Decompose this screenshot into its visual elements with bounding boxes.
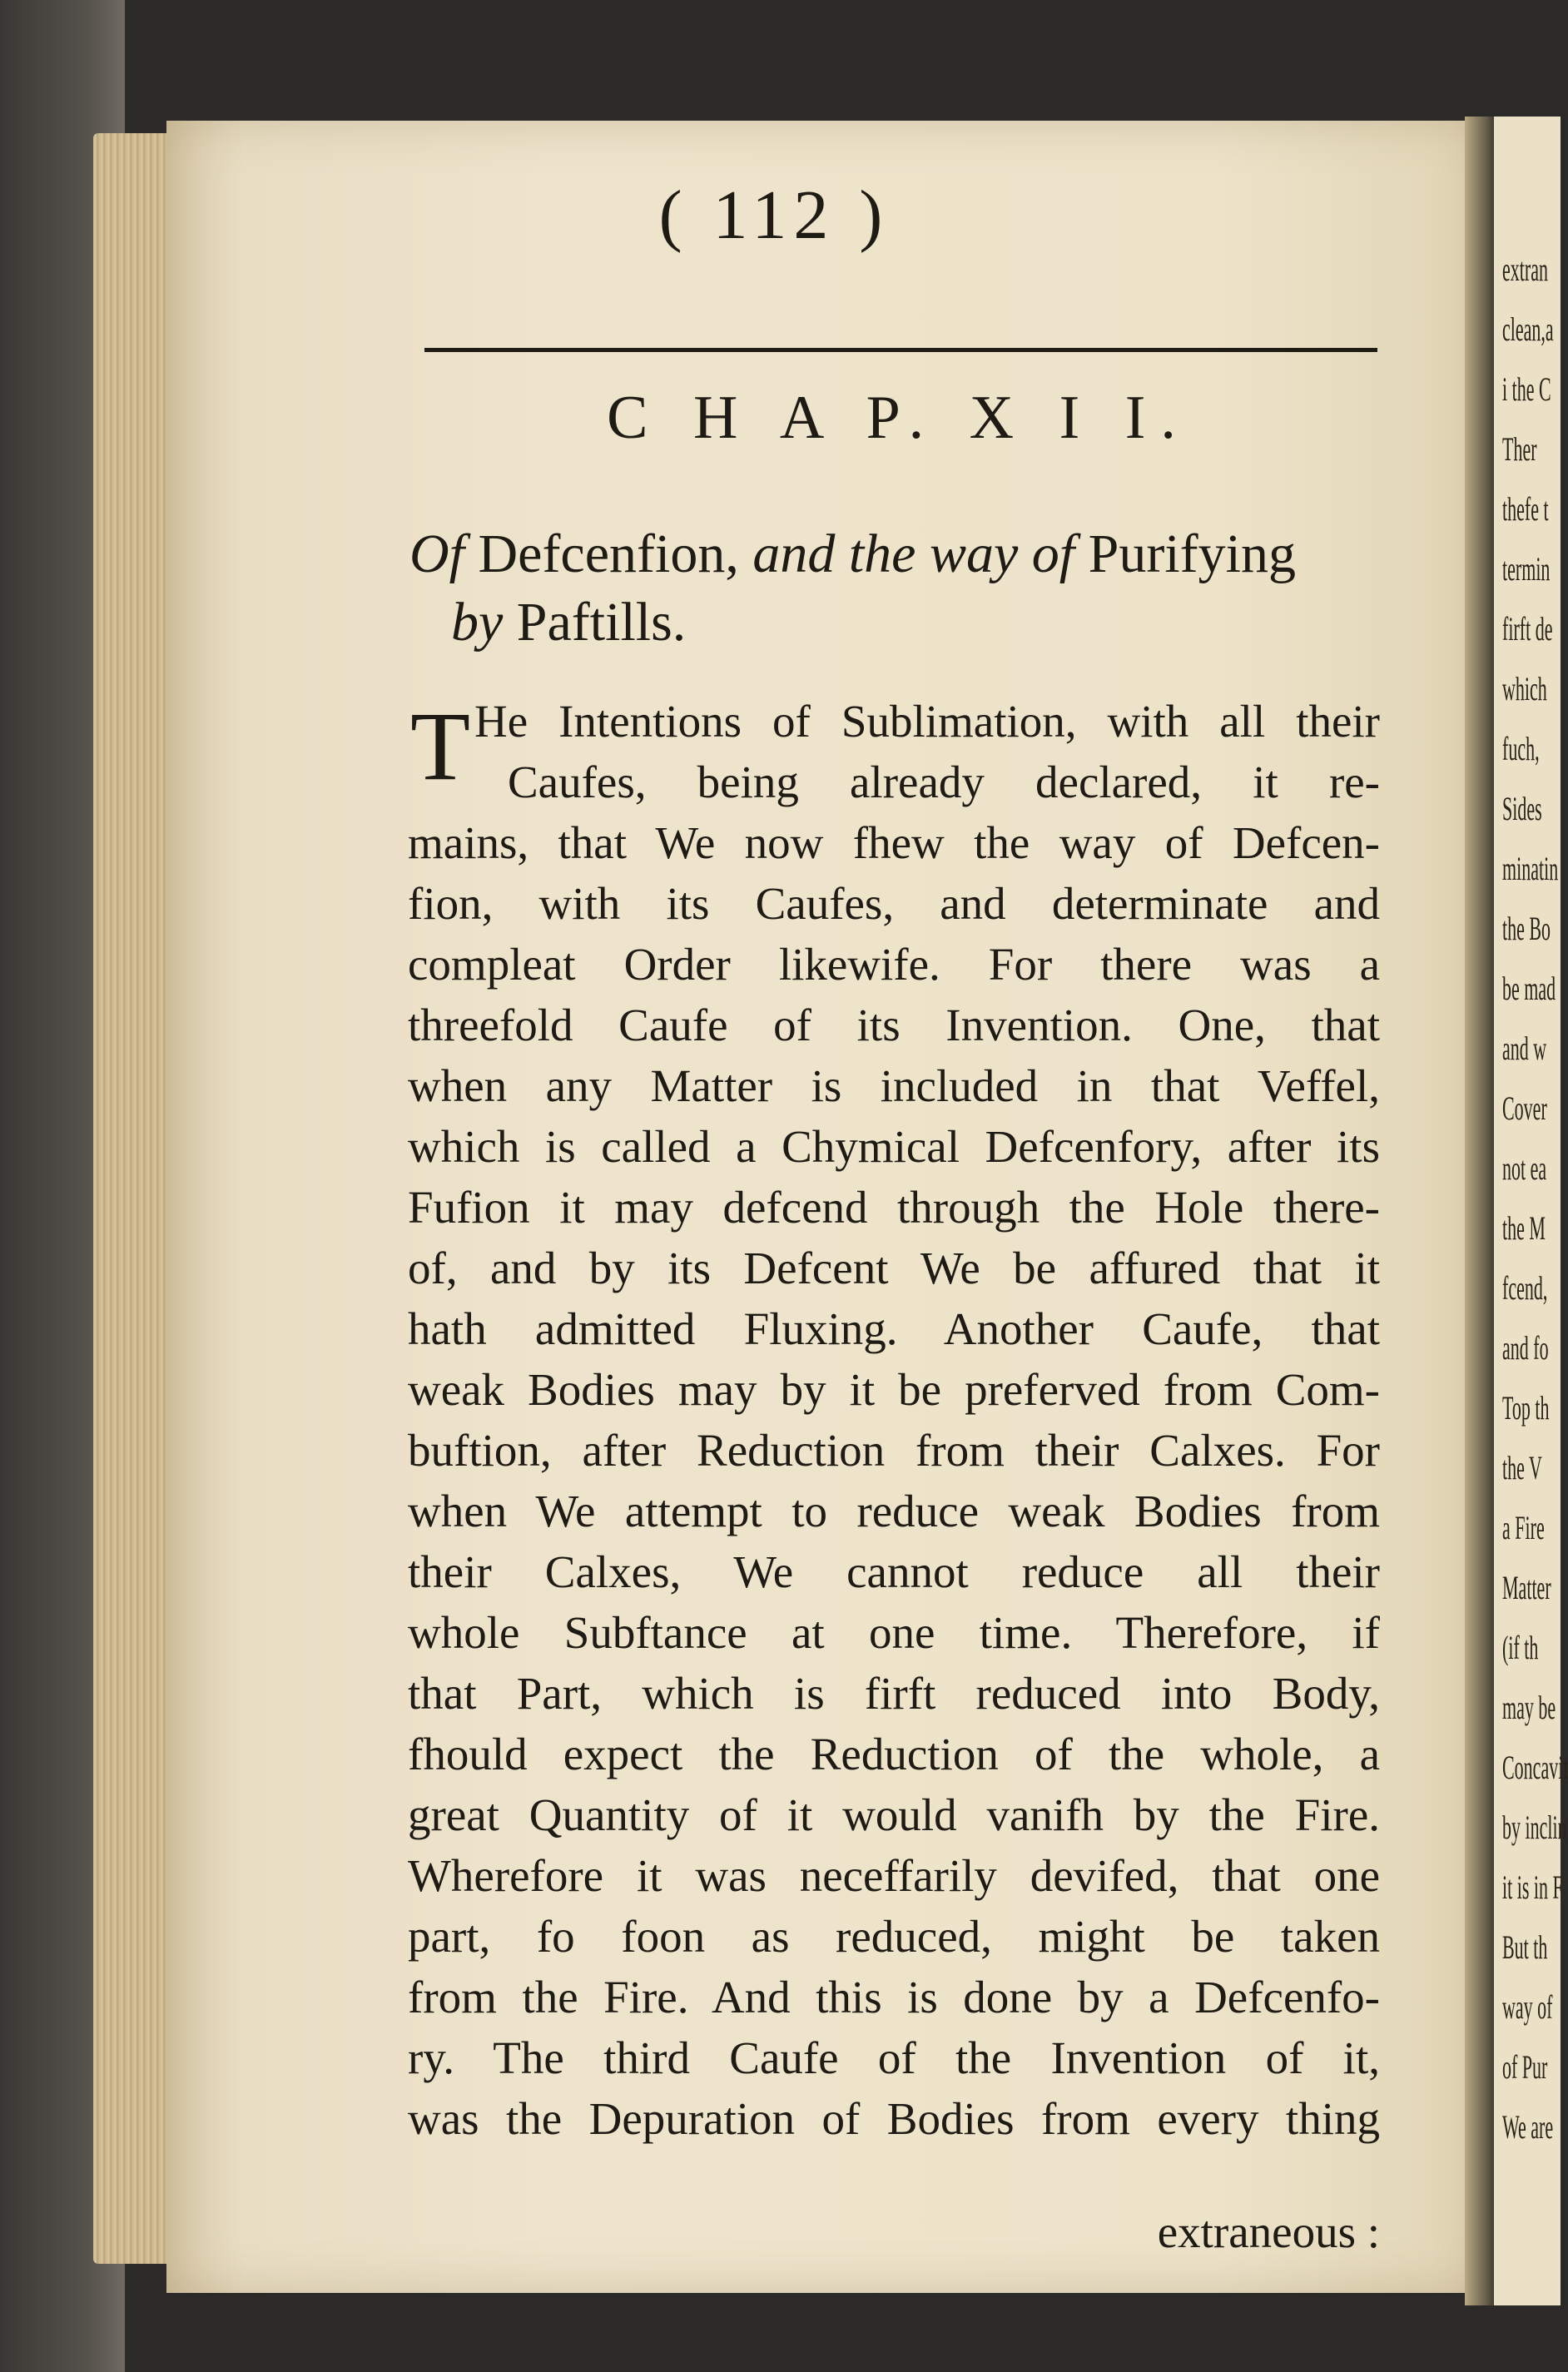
facing-page-fragment: termin [1502, 550, 1551, 588]
subtitle-line-1-part: and the way of [752, 524, 1075, 584]
header-rule [424, 348, 1377, 352]
facing-page-fragment: fuch, [1502, 730, 1540, 767]
text-line: whole Subftance at one time. Therefore, if [408, 1607, 1380, 1658]
facing-page-fragment: a Fire [1502, 1509, 1545, 1546]
facing-page-fragment: firft de [1502, 610, 1553, 648]
facing-page-fragment: of Pur [1502, 2048, 1548, 2086]
facing-page-fragment: i the C [1502, 370, 1551, 408]
body-text [408, 691, 1380, 2149]
text-line: was the Depuration of Bodies from every thing [408, 2093, 1380, 2144]
facing-page-fragment: We are [1502, 2108, 1554, 2146]
facing-page-fragment: But th [1502, 1928, 1548, 1966]
facing-page [1494, 117, 1568, 2305]
text-line: part, fo foon as reduced, might be taken [408, 1911, 1380, 1962]
facing-page-fragment: fcend, [1502, 1269, 1548, 1307]
chapter-subtitle [409, 520, 1408, 657]
facing-page-fragment: Matter [1502, 1569, 1551, 1606]
subtitle-line-2-part: Paftills. [503, 592, 687, 653]
facing-page-fragment: Cover [1502, 1089, 1547, 1127]
text-line: which is called a Chymical Defcenfory, after its [408, 1121, 1380, 1172]
subtitle-line-2-part: by [451, 592, 504, 653]
catchword: extraneous : [1157, 2206, 1380, 2257]
facing-page-fragment: the V [1502, 1449, 1542, 1486]
text-line: weak Bodies may by it be preferved from Com- [408, 1364, 1380, 1415]
subtitle-line-1-part: Of [409, 524, 464, 584]
facing-page-fragment: extran [1502, 251, 1548, 288]
text-line: when We attempt to reduce weak Bodies from [408, 1486, 1380, 1536]
text-line: fhould expect the Reduction of the whole, a [408, 1729, 1380, 1779]
facing-page-fragment: minatin [1502, 850, 1559, 887]
text-line: mains, that We now fhew the way of Defcen- [408, 817, 1380, 868]
text-line: when any Matter is included in that Veffel, [408, 1060, 1380, 1111]
drop-cap: T [410, 692, 471, 801]
facing-page-fragment: thefe t [1502, 490, 1549, 528]
text-line: Wherefore it was neceffarily devifed, that one [408, 1850, 1380, 1901]
text-line: He Intentions of Sublimation, with all their [474, 696, 1380, 747]
facing-page-fragment: (if th [1502, 1629, 1539, 1666]
facing-page-fragment: it is in F [1502, 1868, 1563, 1906]
facing-page-fragment: not ea [1502, 1149, 1547, 1187]
book-gutter [1465, 117, 1498, 2305]
facing-page-fragment: Ther [1502, 430, 1537, 468]
text-line: ry. The third Caufe of the Invention of it, [408, 2032, 1380, 2083]
facing-page-fragment: Sides [1502, 790, 1542, 827]
facing-page-fragment: the Bo [1502, 910, 1551, 947]
subtitle-line-1-part: Purifying [1074, 524, 1296, 584]
facing-page-fragment: Top th [1502, 1389, 1550, 1427]
facing-page-fragment: and w [1502, 1030, 1547, 1067]
text-line: that Part, which is firft reduced into Body, [408, 1668, 1380, 1719]
text-line: Fufion it may defcend through the Hole there- [408, 1182, 1380, 1233]
subtitle-line-1-part: Defcenfion, [464, 524, 753, 584]
facing-page-fragment: by inclin [1502, 1809, 1567, 1846]
chapter-heading: C H A P. X I I. [607, 384, 1191, 452]
text-line: great Quantity of it would vanifh by the Fire. [408, 1789, 1380, 1840]
text-line: of, and by its Defcent We be affured that it [408, 1243, 1380, 1293]
text-line: compleat Order likewife. For there was a [408, 939, 1380, 990]
facing-page-fragment: Concavit [1502, 1749, 1568, 1786]
subtitle-line-1 [409, 520, 1408, 588]
text-line: Caufes, being already declared, it re- [508, 757, 1380, 807]
facing-page-fragment: way of [1502, 1988, 1553, 2026]
text-line: hath admitted Fluxing. Another Caufe, that [408, 1303, 1380, 1354]
facing-page-fragment: be mad [1502, 970, 1556, 1007]
facing-page-fragment: which [1502, 670, 1547, 707]
page-number-header: ( 112 ) [658, 176, 890, 254]
text-line: their Calxes, We cannot reduce all their [408, 1546, 1380, 1597]
subtitle-line-2 [409, 588, 1408, 657]
text-line: threefold Caufe of its Invention. One, that [408, 1000, 1380, 1050]
text-line: fion, with its Caufes, and determinate and [408, 878, 1380, 929]
facing-page-fragment: and fo [1502, 1329, 1549, 1367]
facing-page-fragment: clean,a [1502, 310, 1554, 348]
facing-page-fragment: may be [1502, 1689, 1556, 1726]
text-line: from the Fire. And this is done by a Defcenfo- [408, 1972, 1380, 2022]
facing-page-fragment: the M [1502, 1209, 1546, 1247]
text-line: buftion, after Reduction from their Calxes. For [408, 1425, 1380, 1476]
